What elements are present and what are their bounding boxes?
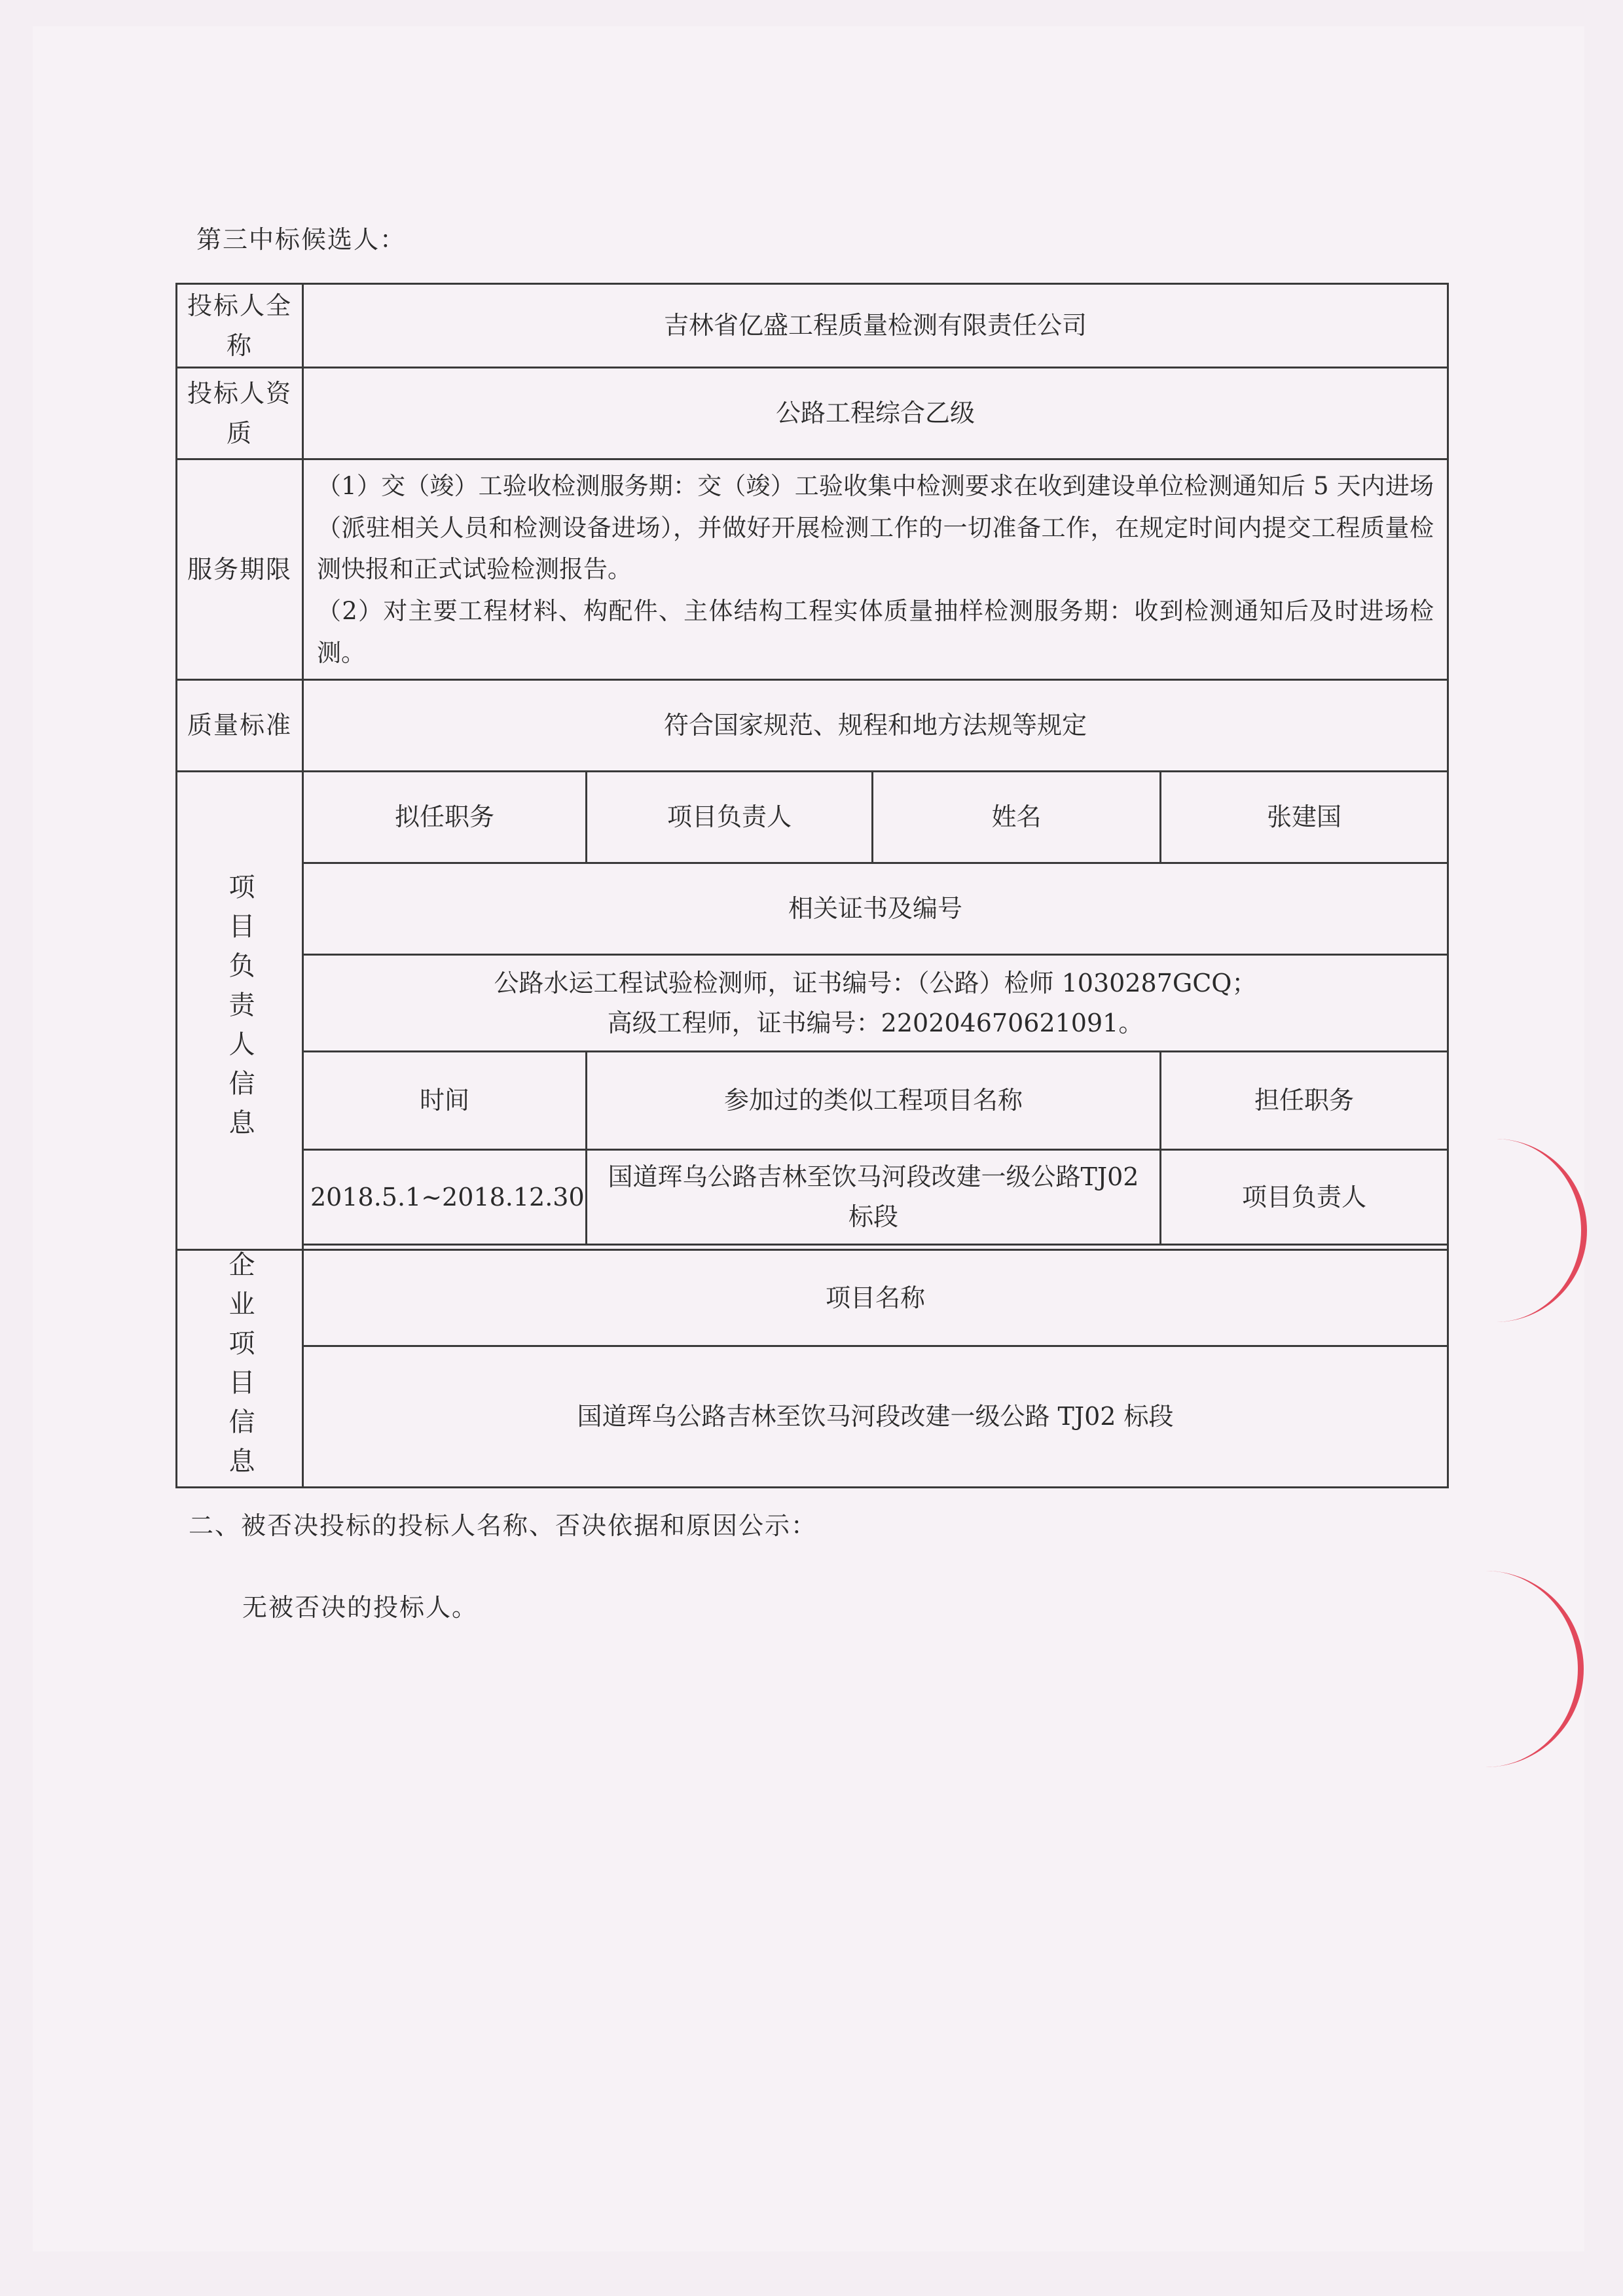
- cert-value: [303, 955, 1448, 1052]
- cert-line-2: 高级工程师，证书编号：220204670621091。: [607, 1008, 1144, 1037]
- table-row: [177, 368, 1448, 459]
- section-2-title: 二、被否决投标的投标人名称、否决依据和原因公示：: [189, 1511, 818, 1540]
- company-section-label: 企业项目信息: [177, 1250, 303, 1488]
- project-header: 参加过的类似工程项目名称: [587, 1052, 1161, 1150]
- cert-label: 相关证书及编号: [303, 863, 1448, 955]
- service-period-value: [303, 459, 1448, 680]
- candidate-info-table: [175, 283, 1449, 1488]
- company-project-value: 国道珲乌公路吉林至饮马河段改建一级公路 TJ02 标段: [303, 1346, 1448, 1487]
- company-project-header: 项目名称: [303, 1250, 1448, 1346]
- table-row: [177, 680, 1448, 772]
- table-row: [177, 459, 1448, 680]
- table-row: [177, 1250, 1448, 1346]
- name-value: 张建国: [1161, 772, 1448, 863]
- candidate-heading: 第三中标候选人：: [196, 225, 407, 254]
- table-row: [177, 955, 1448, 1052]
- exp-time: 2018.5.1~2018.12.30: [303, 1150, 587, 1245]
- quality-label: 质量标准: [177, 680, 303, 772]
- table-row: [177, 1346, 1448, 1487]
- role-header: 担任职务: [1161, 1052, 1448, 1150]
- qualification-label: 投标人资质: [177, 368, 303, 459]
- bidder-name-label: 投标人全称: [177, 284, 303, 368]
- section-2-body: 无被否决的投标人。: [242, 1593, 479, 1622]
- pm-section-label: 项目负责人信息: [177, 772, 303, 1250]
- table-row: [177, 1052, 1448, 1150]
- table-row: [177, 863, 1448, 955]
- table-row: [177, 1150, 1448, 1245]
- position-value: 项目负责人: [587, 772, 873, 863]
- table-row: [177, 772, 1448, 863]
- cert-line-1: 公路水运工程试验检测师，证书编号：（公路）检师 1030287GCQ；: [494, 968, 1257, 997]
- quality-value: 符合国家规范、规程和地方法规等规定: [303, 680, 1448, 772]
- service-period-paragraph-2: （2）对主要工程材料、构配件、主体结构工程实体质量抽样检测服务期：收到检测通知后及时进场检测。: [317, 596, 1434, 667]
- exp-role: 项目负责人: [1161, 1150, 1448, 1245]
- service-period-paragraph-1: （1）交（竣）工验收检测服务期：交（竣）工验收集中检测要求在收到建设单位检测通知后 5 天内进场（派驻相关人员和检测设备进场），并做好开展检测工作的一切准备工作，在规定时间内提交工程质量检测快报和正式试验检测报告。: [317, 472, 1434, 584]
- exp-project: 国道珲乌公路吉林至饮马河段改建一级公路TJ02 标段: [587, 1150, 1161, 1245]
- name-label: 姓名: [873, 772, 1161, 863]
- spacer-cell: [303, 1245, 1448, 1250]
- qualification-value: 公路工程综合乙级: [303, 368, 1448, 459]
- bidder-name-value: 吉林省亿盛工程质量检测有限责任公司: [303, 284, 1448, 368]
- position-label: 拟任职务: [303, 772, 587, 863]
- table-row: [177, 284, 1448, 368]
- service-period-label: 服务期限: [177, 459, 303, 680]
- time-header: 时间: [303, 1052, 587, 1150]
- table-row: [177, 1245, 1448, 1250]
